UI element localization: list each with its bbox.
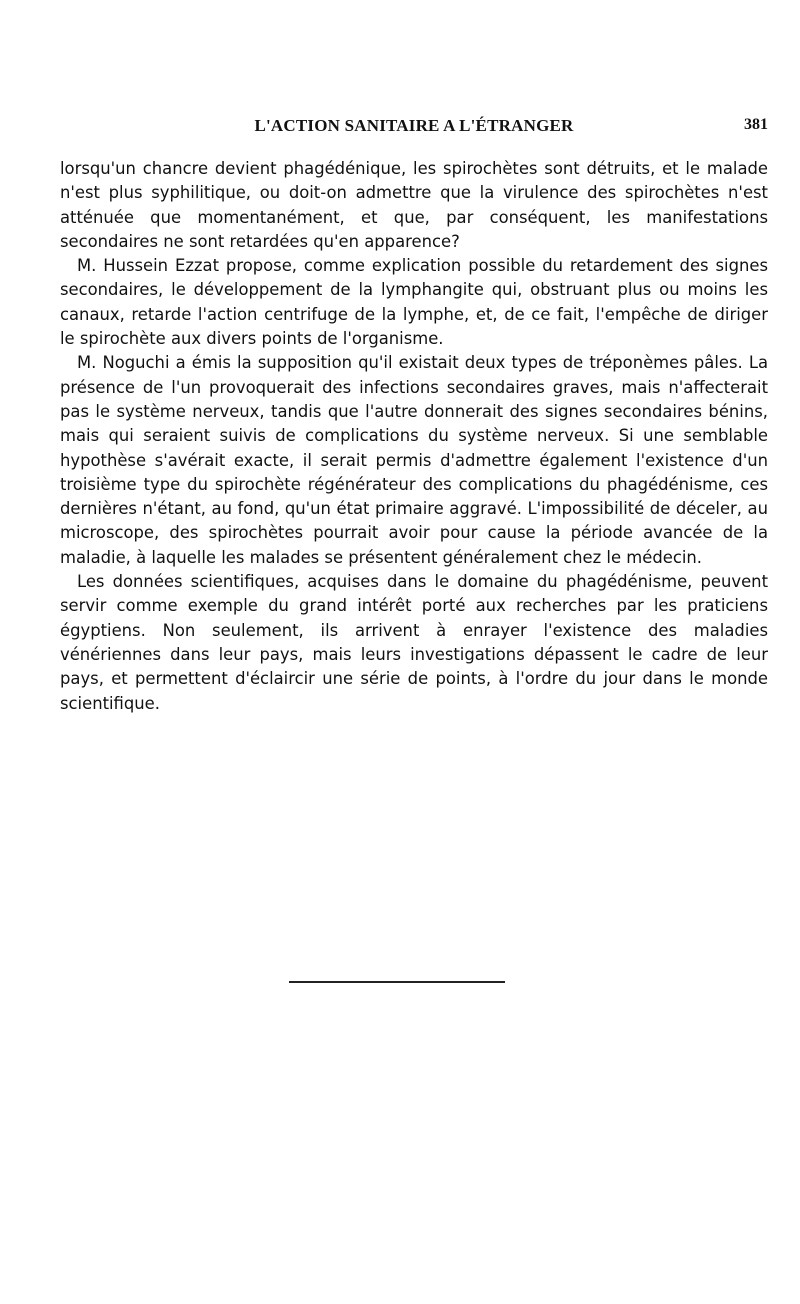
paragraph-3: M. Noguchi a émis la supposition qu'il existait deux types de tréponèmes pâles. La présence de l'un provoquerait des infections secondaires graves, mais n'affecterait pas le système nerveux, tandis que l'autre donnerait des signes secondaires bénins, mais qui seraient suivis de complications du système nerveux. Si une semblable hypothèse s'avérait exacte, il serait permis d'admettre également l'existence d'un troisième type du spirochète régénérateur des complications du phagédénisme, ces dernières n'étant, au fond, qu'un état primaire aggravé. L'impossibilité de déceler, au microscope, des spirochètes pourrait avoir pour cause la période avancée de la maladie, à laquelle les malades se présentent généralement chez le médecin. [60, 353, 768, 567]
body-text [60, 157, 768, 716]
paragraph-4: Les données scientifiques, acquises dans le domaine du phagédénisme, peuvent servir comme exemple du grand intérêt porté aux recherches par les praticiens égyptiens. Non seulement, ils arrivent à enrayer l'existence des maladies vénériennes dans leur pays, mais leurs investigations dépassent le cadre de leur pays, et permettent d'éclaircir une série de points, à l'ordre du jour dans le monde scientifique. [60, 572, 768, 713]
end-of-section-rule [289, 981, 505, 983]
running-header [60, 114, 768, 140]
paragraph-2: M. Hussein Ezzat propose, comme explication possible du retardement des signes secondaires, le développement de la lymphangite qui, obstruant plus ou moins les canaux, retarde l'action centrifuge de la lymphe, et, de ce fait, l'empêche de diriger le spirochète aux divers points de l'organisme. [60, 256, 768, 349]
running-title: L'ACTION SANITAIRE A L'ÉTRANGER [254, 116, 574, 135]
page-number: 381 [744, 116, 768, 133]
paragraph-1: lorsqu'un chancre devient phagédénique, les spirochètes sont détruits, et le malade n'est plus syphilitique, ou doit-on admettre que la virulence des spirochètes n'est atténuée que momentanément, et que, par conséquent, les manifestations secondaires ne sont retardées qu'en apparence? [60, 159, 768, 251]
